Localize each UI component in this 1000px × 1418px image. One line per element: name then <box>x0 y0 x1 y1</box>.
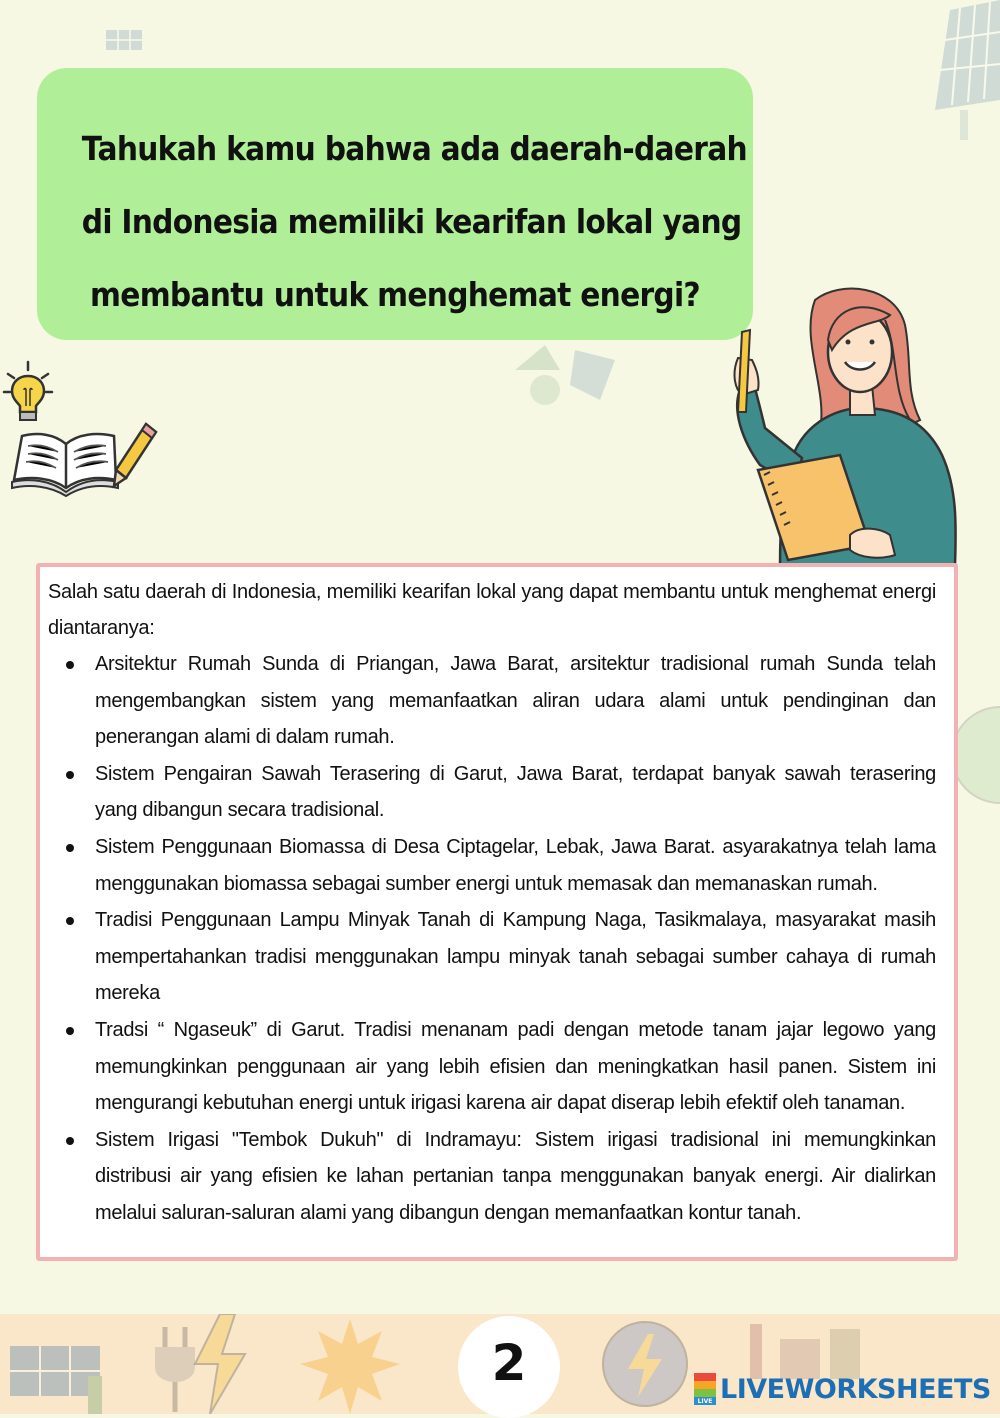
list-item <box>95 1012 936 1122</box>
list-item <box>95 1122 936 1232</box>
bullet-icon <box>66 1027 74 1035</box>
points-list <box>48 646 936 1232</box>
page-number: 2 <box>491 1334 527 1392</box>
list-item-text: Tradisi Penggunaan Lampu Minyak Tanah di Kampung Naga, Tasikmalaya, masyarakat masih mempertahankan tradisi menggunakan lampu minyak tanah sebagai sumber cahaya di rumah mereka <box>95 909 936 1005</box>
title-box <box>37 68 753 340</box>
brand-name: LIVEWORKSHEETS <box>720 1373 991 1405</box>
brand-logo <box>694 1372 991 1406</box>
list-item <box>95 902 936 1012</box>
recycle-icon <box>505 340 625 410</box>
teacher-illustration <box>720 280 965 565</box>
liveworksheets-logo-icon <box>694 1373 716 1405</box>
light-bulb-icon <box>0 360 60 430</box>
bullet-icon <box>66 844 74 852</box>
solar-panel-icon <box>920 0 1000 140</box>
solar-panel-icon <box>104 28 144 52</box>
title-line-1: Tahukah kamu bahwa ada daerah-daerah <box>81 129 747 168</box>
sun-icon <box>300 1319 400 1414</box>
bullet-icon <box>66 661 74 669</box>
content-box <box>36 563 958 1261</box>
solar-panel-icon <box>0 1336 110 1414</box>
lightning-icon <box>600 1319 690 1409</box>
brand-badge-text: LIVE <box>697 1398 713 1405</box>
lightning-icon <box>190 1314 250 1414</box>
list-item-text: Tradsi “ Ngaseuk” di Garut. Tradisi menanam padi dengan metode tanam jajar legowo yang memungkinkan penggunaan air yang lebih efisien dan meningkatkan hasil panen. Sistem ini mengurangi kebutuhan energi untuk irigasi karena air dapat diserap lebih efektif oleh tanaman. <box>95 1018 936 1115</box>
list-item-text: Sistem Penggunaan Biomassa di Desa Ciptagelar, Lebak, Jawa Barat. asyarakatnya telah lama menggunakan biomassa sebagai sumber energi untuk memasak dan memanaskan rumah. <box>95 835 936 895</box>
list-item <box>95 829 936 902</box>
intro-paragraph: Salah satu daerah di Indonesia, memiliki kearifan lokal yang dapat membantu untuk menghemat energi diantaranya: <box>48 581 936 639</box>
open-book-icon <box>10 428 120 498</box>
bullet-icon <box>66 1137 74 1145</box>
bullet-icon <box>66 917 74 925</box>
list-item <box>95 646 936 756</box>
title-line-3: membantu untuk menghemat energi? <box>90 275 700 314</box>
factory-icon <box>730 1319 870 1379</box>
list-item-text: Arsitektur Rumah Sunda di Priangan, Jawa Barat, arsitektur tradisional rumah Sunda telah mengembangkan sistem yang memanfaatkan aliran udara alami untuk pendinginan dan penerangan alami di dalam rumah. <box>95 653 936 749</box>
list-item-text: Sistem Irigasi "Tembok Dukuh" di Indramayu: Sistem irigasi tradisional ini memungkinkan distribusi air yang efisien ke lahan pertanian tanpa menggunakan banyak energi. Air dialirkan melalui saluran-saluran alami yang dibangun dengan memanfaatkan kontur tanah. <box>95 1128 936 1224</box>
list-item <box>95 756 936 829</box>
bullet-icon <box>66 771 74 779</box>
pencil-icon <box>112 420 160 490</box>
list-item-text: Sistem Pengairan Sawah Terasering di Garut, Jawa Barat, terdapat banyak sawah terasering yang dibangun secara tradisional. <box>95 762 936 822</box>
title-line-2: di Indonesia memiliki kearifan lokal yang <box>81 202 742 241</box>
